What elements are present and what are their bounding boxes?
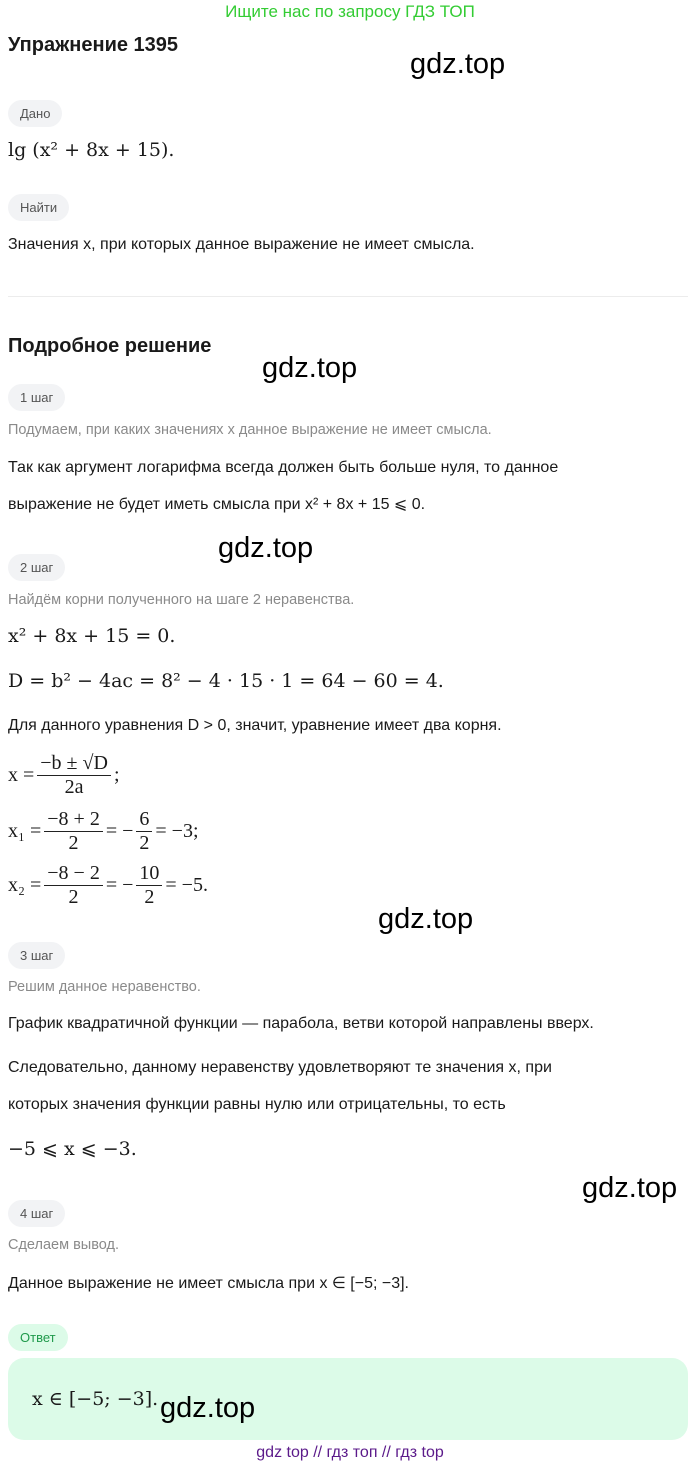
watermark: gdz.top xyxy=(582,1172,678,1204)
search-banner: Ищите нас по запросу ГДЗ ТОП xyxy=(225,2,475,21)
numerator: 6 xyxy=(136,808,152,832)
fraction xyxy=(44,808,103,855)
answer-value: x ∈ [−5; −3]. xyxy=(32,1388,159,1410)
root-x1 xyxy=(8,808,199,855)
step-text: Для данного уравнения D > 0, значит, уравнение имеет два корня. xyxy=(8,717,502,734)
root-x2 xyxy=(8,862,208,909)
step-badge: 4 шаг xyxy=(8,1200,65,1227)
page-title: Упражнение 1395 xyxy=(8,34,179,56)
fraction xyxy=(136,808,152,855)
find-badge: Найти xyxy=(8,194,69,221)
step-text: выражение не будет иметь смысла при x² + 8x + 15 ⩽ 0. xyxy=(8,496,426,513)
step-badge: 2 шаг xyxy=(8,554,65,581)
denominator: 2 xyxy=(139,832,150,854)
watermark: gdz.top xyxy=(410,48,506,80)
watermark: gdz.top xyxy=(218,532,314,564)
mid: = − xyxy=(105,820,134,842)
rest: ; xyxy=(113,764,120,786)
numerator: −8 + 2 xyxy=(44,808,103,832)
step-text: Следовательно, данному неравенству удовлетворяют те значения x, при xyxy=(8,1059,552,1076)
fraction xyxy=(136,862,162,909)
mid: = − xyxy=(105,874,134,896)
fraction xyxy=(37,752,111,799)
watermark: gdz.top xyxy=(262,352,358,384)
watermark: gdz.top xyxy=(160,1392,256,1424)
equation: x² + 8x + 15 = 0. xyxy=(8,625,176,647)
rest: = −3; xyxy=(155,820,199,842)
step-text: График квадратичной функции — парабола, ветви которой направлены вверх. xyxy=(8,1015,594,1032)
watermark: gdz.top xyxy=(378,903,474,935)
footer-links[interactable]: gdz top // гдз топ // гдз top xyxy=(256,1444,444,1461)
step-hint: Сделаем вывод. xyxy=(8,1237,120,1253)
step-text: Так как аргумент логарифма всегда должен быть больше нуля, то данное xyxy=(8,459,559,476)
root-formula xyxy=(8,752,120,799)
numerator: 10 xyxy=(136,862,162,886)
step-badge: 1 шаг xyxy=(8,384,65,411)
numerator: −8 − 2 xyxy=(44,862,103,886)
fraction xyxy=(44,862,103,909)
divider xyxy=(8,296,688,297)
denominator: 2 xyxy=(68,832,79,854)
lhs: x = xyxy=(8,764,35,786)
lhs: x₁ = xyxy=(8,820,42,842)
denominator: 2 xyxy=(144,886,155,908)
given-badge: Дано xyxy=(8,100,62,127)
answer-badge: Ответ xyxy=(8,1324,68,1351)
numerator: −b ± √D xyxy=(37,752,111,776)
solution-title: Подробное решение xyxy=(8,335,212,357)
denominator: 2 xyxy=(68,886,79,908)
given-expression: lg (x² + 8x + 15). xyxy=(8,139,175,161)
step-hint: Подумаем, при каких значениях x данное выражение не имеет смысла. xyxy=(8,422,492,438)
step-hint: Решим данное неравенство. xyxy=(8,979,201,995)
step-hint: Найдём корни полученного на шаге 2 неравенства. xyxy=(8,592,355,608)
step-badge: 3 шаг xyxy=(8,942,65,969)
step-text: которых значения функции равны нулю или отрицательны, то есть xyxy=(8,1096,506,1113)
discriminant: D = b² − 4ac = 8² − 4 · 15 · 1 = 64 − 60 = 4. xyxy=(8,670,444,692)
lhs: x₂ = xyxy=(8,874,42,896)
step-text: Данное выражение не имеет смысла при x ∈ [−5; −3]. xyxy=(8,1275,409,1292)
rest: = −5. xyxy=(165,874,208,896)
inequality: −5 ⩽ x ⩽ −3. xyxy=(8,1138,137,1160)
denominator: 2a xyxy=(64,776,84,798)
find-text: Значения x, при которых данное выражение не имеет смысла. xyxy=(8,236,475,253)
